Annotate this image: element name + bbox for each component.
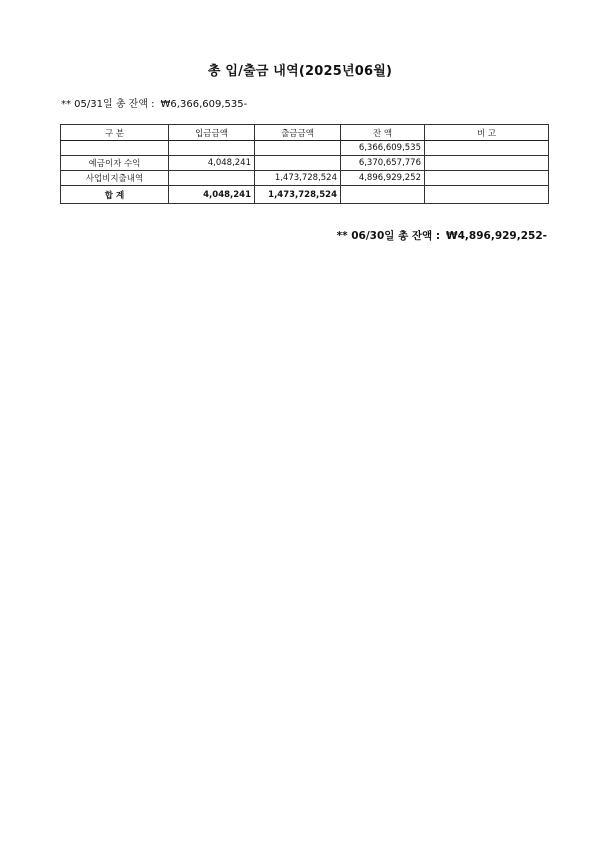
row-note [425,141,549,156]
opening-balance-line [61,95,247,110]
total-deposit: 4,048,241 [169,186,255,204]
opening-balance-amount: ₩6,366,609,535- [160,99,248,110]
table-row [61,156,549,171]
table-header-row [61,125,549,141]
header-note: 비 고 [425,125,549,141]
table-row [61,141,549,156]
closing-balance-amount: ₩4,896,929,252- [446,230,547,242]
row-deposit: 4,048,241 [169,156,255,171]
transactions-table [60,124,549,204]
row-balance: 4,896,929,252 [341,171,425,186]
row-note [425,171,549,186]
page-title: 총 입/출금 내역(2025년06월) [207,64,393,79]
row-balance: 6,370,657,776 [341,156,425,171]
opening-balance-label: ** 05/31일 총 잔액 : [61,99,155,110]
header-deposit: 입금금액 [169,125,255,141]
row-note [425,156,549,171]
table-row [61,171,549,186]
row-category: 예금이자 수익 [61,156,169,171]
closing-balance-line [337,228,547,243]
row-balance: 6,366,609,535 [341,141,425,156]
row-category [61,141,169,156]
header-balance: 잔 액 [341,125,425,141]
row-category: 사업비지출내역 [61,171,169,186]
closing-balance-label: ** 06/30일 총 잔액 : [336,230,441,242]
row-withdrawal [255,141,341,156]
total-label: 합 계 [61,186,169,204]
row-deposit [169,171,255,186]
total-balance [341,186,425,204]
header-category: 구 분 [61,125,169,141]
header-withdrawal: 출금금액 [255,125,341,141]
total-note [425,186,549,204]
row-withdrawal [255,156,341,171]
total-row [61,186,549,204]
row-deposit [169,141,255,156]
row-withdrawal: 1,473,728,524 [255,171,341,186]
total-withdrawal: 1,473,728,524 [255,186,341,204]
